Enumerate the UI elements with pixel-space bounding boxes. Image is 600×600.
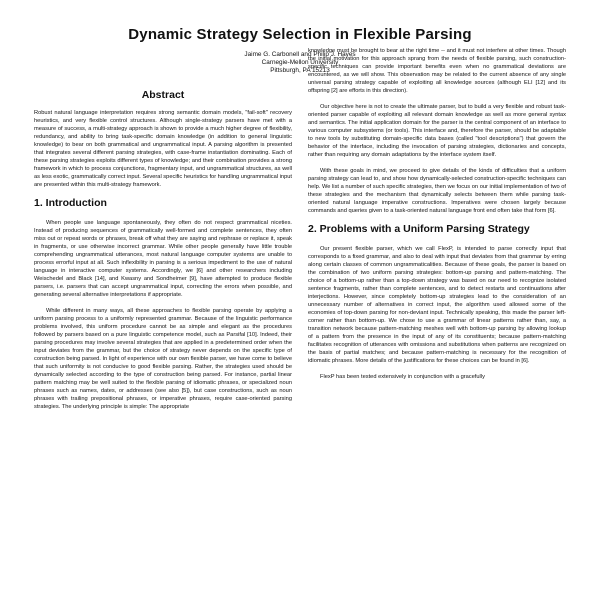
intro-paragraph: While different in many ways, all these approaches to flexible parsing operate by applying a uniform parsing process to a uniformly represented grammar. Because of the linguistic performance problems involved, this uniform procedure cannot be as simple and elegant as the procedures followed by parsers based on a pure linguistic competence model, such as Parsifal [10]. Indeed, their parsing procedures may involve several strategies that are applied in a predetermined order when the input deviates from the grammar, but the choice of strategy never depends on the specific type of construction being parsed. In light of experience with our own flexible parser, we have come to believe that such uniformity is not conducive to good flexible parsing. Rather, the strategies used should be dynamically selected according to the type of construction being parsed. For instance, partial linear pattern matching may be well suited to the flexible parsing of idiomatic phrases, or specialized noun phrases such as names, dates, or addresses (see also [5]), but case constructions, such as noun phrases with trailing prepositional phrases, or imperative phrases, require case-oriented parsing strategies. The underlying principle is simple: The appropriate [34, 308, 292, 410]
right-column [308, 47, 566, 419]
left-column [34, 85, 292, 419]
continued-paragraph: knowledge must be brought to bear at the right time -- and it must not interfere at other times. Though the initial motivation for this approach sprang from the needs of flexible parsing, such construction-specific techniques can provide important benefits even when no grammatical deviations are encountered, as we will show. This observation may be related to the current absence of any single universal parsing strategy capable of exploiting all knowledge sources (although ELI [12] and its offspring [2] are efforts in this direction). [308, 48, 566, 94]
section-2-paragraph: FlexP has been tested extensively in conjunction with a gracefully [320, 374, 485, 380]
author-affiliation: Carnegie-Mellon University [261, 59, 339, 66]
section-1-heading: 1. Introduction [34, 197, 107, 209]
paper-title: Dynamic Strategy Selection in Flexible Parsing [128, 26, 472, 43]
section-2-paragraph: Our present flexible parser, which we call FlexP, is intended to parse correctly input that corresponds to a fixed grammar, and also to deal with input that deviates from that grammar by erring along certain classes of common ungrammaticalities. Because of these goals, the parser is based on the combination of two uniform parsing strategies: bottom-up parsing and pattern-matching. The choice of a bottom-up rather than a top-down strategy was based on our need to recognize isolated sentence fragments, rather than complete sentences, and to detect restarts and continuations after interjections. However, since completely bottom-up strategies lead to the consideration of an unnecessary number of alternatives in correct input, the algorithm used allowed some of the economies of top-down parsing for non-deviant input. Technically speaking, this made the parser left-corner rather than bottom-up. We chose to use a grammar of linear patterns rather than, say, a transition network because pattern-matching meshes well with bottom-up parsing by allowing lookup of a pattern from the presence in the input of any of its constituents; because pattern-matching facilitates recognition of utterances with omissions and substitutions when patterns are recognized on the basis of partial matches; and because pattern-matching is necessary for the recognition of idiomatic phrases. More details of the justifications for these choices can be found in [6]. [308, 246, 566, 364]
author-location: Pittsburgh, PA 15213 [270, 67, 330, 74]
body-paragraph: With these goals in mind, we proceed to give details of the kinds of difficulties that a uniform parsing strategy can lead to, and show how dynamically-selected construction-specific techniques can help. We list a number of such specific strategies, then we focus on our initial implementation of two of these strategies and the mechanism that dynamically selects between them while parsing task-oriented natural language imperative constructions. Imperatives were chosen largely because commands and queries given to a task-oriented natural language front end often take that form [6]. [308, 168, 566, 214]
abstract-text: Robust natural language interpretation requires strong semantic domain models, "fail-soft" recovery heuristics, and very flexible control structures. Although single-strategy parsers have met with a measure of success, a multi-strategy approach is shown to provide a much higher degree of flexibility, redundancy, and ability to bring task-specific domain knowledge (in addition to general linguistic knowledge) to bear on both grammatical and ungrammatical input. A parsing algorithm is presented that integrates several different parsing strategies, with case-frame instantiation dominating. Each of these parsing strategies exploits different types of knowledge; and their combination provides a strong framework in which to process conjunctions, fragmentary input, and ungrammatical structures, as well as less exotic, grammatically correct input. Several specific heuristics for handling ungrammatical input are presented within this multi-strategy framework. [34, 110, 292, 188]
abstract-heading: Abstract [141, 89, 185, 101]
body-paragraph: Our objective here is not to create the ultimate parser, but to build a very flexible and robust task-oriented parser capable of exploiting all relevant domain knowledge as well as more general syntax and semantics. The initial application domain for the parser is the central component of an interface to various computer subsystems (or tools). This interface and, therefore the parser, should be adaptable to new tools by substituting domain-specific data bases (called "tool descriptions") that govern the behavior of the interface, including the invocation of parsing strategies, dictionaries and concepts, rather than requiring any domain adaptations by the interface system itself. [308, 104, 566, 158]
intro-paragraph: When people use language spontaneously, they often do not respect grammatical niceties. Instead of producing sequences of grammatically well-formed and complete sentences, they often miss out or repeat words or phrases, break off what they are saying and rephrase or replace it, speak in fragments, or use otherwise incorrect grammar. While other people generally have little trouble comprehending ungrammatical utterances, most natural language computer systems are unable to process errorful input at all. Such inflexibility in parsing is a serious impediment to the use of natural language in interactive computer systems. Accordingly, we [6] and other researchers including Weischedel and Black [14], and Kwasny and Sondheimer [9], have attempted to produce flexible parsers, i.e. parsers that can accept ungrammatical input, correcting the errors when possible, and generating several alternative interpretations if appropriate. [34, 220, 292, 298]
section-2-heading: 2. Problems with a Uniform Parsing Strategy [308, 223, 530, 235]
author-names: Jaime G. Carbonell and Philip J. Hayes [244, 51, 356, 58]
